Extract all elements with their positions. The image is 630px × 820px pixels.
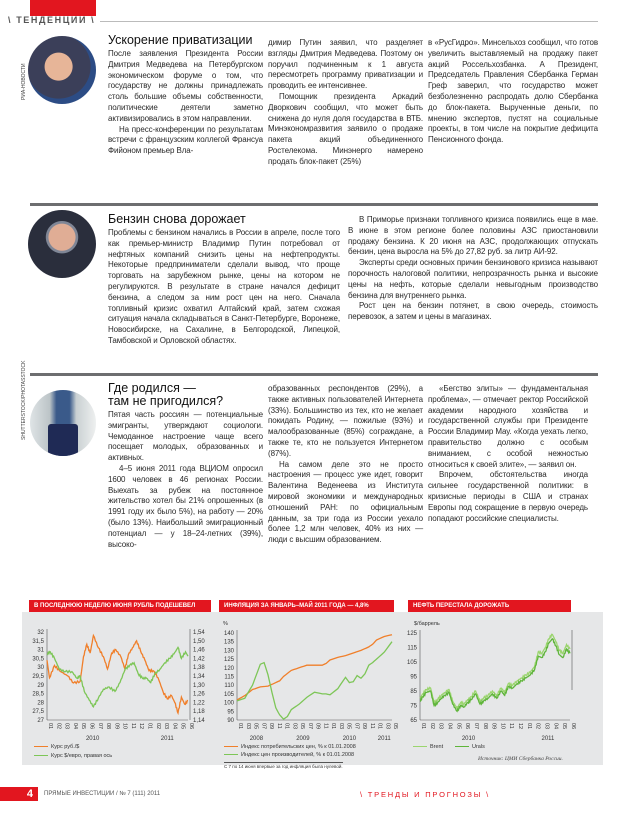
y-tick-label: 135	[223, 639, 234, 646]
year-label: 2010	[85, 736, 100, 742]
paragraph: В Приморье признаки топливного кризиса появились еще в мае. В июне в этом регионе более половины АЗС приостановили продажу бензина. К 20 июня на АЗС, продолжающих отпускать бензин, цена выросла на 5% до 27,82 руб. за литр АИ-92.	[348, 215, 598, 257]
y-tick-label: 130	[223, 648, 234, 655]
year-label: 2010	[342, 736, 357, 742]
y-tick-label: 105	[223, 691, 234, 698]
year-label: 2010	[461, 736, 476, 742]
x-tick-label: 08	[105, 723, 112, 730]
x-tick-label: 11	[275, 723, 282, 729]
article-title: Бензин снова дорожает	[108, 212, 246, 226]
x-tick-label: 03	[291, 723, 298, 730]
x-tick-label: 01	[376, 723, 383, 730]
x-tick-label: 08	[481, 723, 488, 730]
legend-item	[224, 744, 356, 751]
x-tick-label: 06	[88, 723, 95, 730]
legend-label: Курс руб./$	[51, 744, 80, 750]
chart-note: С 7 по 14 июня впервые за год инфляция была нулевой.	[224, 764, 343, 769]
paragraph: Помощник президента Аркадий Дворкович сообщил, что может быть снижена до нуля доля государства в ВТБ. Минэкономразвития заявило о продаже пакета акций объединенного Ростелекома. Минэнерго намерено продать блок-пакет (25%)	[268, 91, 423, 166]
x-tick-label: 01	[525, 723, 532, 730]
series-line-индекс-цен-производителей-к-01-01-2008	[237, 642, 392, 719]
y-tick-label: 30,5	[32, 656, 44, 663]
legend-swatch	[34, 746, 48, 748]
x-tick-label: 07	[306, 723, 313, 730]
paragraph: в «РусГидро». Минсельхоз сообщил, что готов увеличить выставляемый на продажу пакет акций Россельхозбанка. А Президент, Председатель Правления Сбербанка Герман Греф заверил, что государство может безболезненно распродать долю Сбербанка до блок-пакета. Вырученные деньги, по мнению экспертов, пустят на социальные проекты, в том числе на покрытие дефицита Пенсионного фонда.	[428, 38, 598, 145]
x-tick-label: 07	[353, 723, 360, 730]
x-tick-label: 04	[552, 723, 559, 730]
x-tick-label: 05	[345, 723, 352, 730]
chart-title: НЕФТЬ ПЕРЕСТАЛА ДОРОЖАТЬ	[408, 600, 571, 613]
x-tick-label: 10	[499, 723, 506, 730]
x-tick-label: 01	[237, 723, 243, 730]
x-tick-label: 05	[252, 723, 259, 730]
x-tick-label: 02	[154, 723, 161, 730]
x-tick-label: 05	[455, 723, 462, 730]
x-tick-label: 02	[428, 723, 435, 730]
legend-item	[34, 744, 79, 751]
x-tick-label: 03	[63, 723, 70, 730]
x-tick-label: 07	[96, 723, 103, 730]
x-tick-label: 01	[146, 723, 153, 730]
legend-label: Курс $/евро, правая ось	[51, 753, 113, 759]
legend-item	[34, 753, 112, 760]
x-tick-label: 04	[171, 723, 178, 730]
x-tick-label: 06	[464, 723, 471, 730]
x-tick-label: 05	[179, 723, 186, 730]
chart-title: В ПОСЛЕДНЮЮ НЕДЕЛЮ ИЮНЯ РУБЛЬ ПОДЕШЕВЕЛ	[29, 600, 211, 613]
y-tick-label: 120	[223, 665, 234, 672]
chart-source: Источник: ЦМИ Сбербанка России.	[478, 756, 563, 762]
y-tick-label: 28,5	[32, 691, 44, 698]
y2-tick-label: 1,14	[193, 718, 205, 724]
page-number: 4	[0, 787, 38, 801]
y2-tick-label: 1,50	[193, 638, 205, 645]
y2-tick-label: 1,54	[193, 630, 205, 636]
x-tick-label: 06	[570, 723, 576, 730]
footer-section: \ ТРЕНДЫ И ПРОГНОЗЫ \	[360, 790, 490, 799]
year-label: 2011	[160, 736, 174, 742]
y-axis-label: $/баррель	[414, 621, 440, 627]
y-tick-label: 90	[227, 718, 234, 724]
x-tick-label: 11	[129, 723, 136, 729]
paragraph: «Бегство элиты» — фундаментальная проблема», — отмечает ректор Российской академии народного хозяйства и государственной службы при Президенте России Владимир Мау. «Когда уехать легко, правительство должно с особым вниманием, с особой нежностью относиться к своей элите», — заявил он.	[428, 384, 588, 469]
y2-tick-label: 1,46	[193, 647, 205, 654]
x-tick-label: 09	[361, 723, 367, 730]
legend-label: Индекс потребительских цен, % к 01.01.2008	[241, 744, 356, 750]
y-tick-label: 28	[37, 700, 44, 707]
y-tick-label: 95	[227, 709, 234, 716]
y-tick-label: 27,5	[32, 709, 44, 716]
x-tick-label: 03	[244, 723, 251, 730]
x-tick-label: 07	[472, 723, 479, 730]
legend-swatch	[455, 746, 469, 748]
x-tick-label: 03	[437, 723, 444, 730]
y2-tick-label: 1,42	[193, 656, 205, 663]
legend-label: Индекс цен производителей, % к 01.01.2008	[241, 752, 355, 758]
x-tick-label: 11	[508, 723, 515, 729]
legend-swatch	[224, 746, 238, 748]
y-tick-label: 95	[410, 674, 417, 681]
chart-title: ИНФЛЯЦИЯ ЗА ЯНВАРЬ–МАЙ 2011 ГОДА — 4,8%	[219, 600, 394, 613]
legend-swatch	[224, 754, 238, 756]
y-tick-label: 125	[406, 631, 417, 637]
x-tick-label: 01	[47, 723, 53, 730]
x-tick-label: 12	[138, 723, 145, 730]
x-tick-label: 09	[490, 723, 497, 730]
x-tick-label: 09	[268, 723, 274, 730]
paragraph: На самом деле это не просто настроения — процесс уже идет, говорит Валентина Веденеева из Института мировой экономики и международных отношений РАН: по официальным данным, за три года из России уехало более 1,2 млн человек, 40% из них — люди с высшим образованием.	[268, 459, 423, 545]
y2-tick-label: 1,34	[193, 674, 205, 680]
x-tick-label: 05	[299, 723, 305, 730]
legend-label: Urals	[472, 744, 485, 750]
article-title: Где родился — там не пригодился?	[108, 381, 224, 408]
x-tick-label: 05	[561, 723, 568, 730]
y-tick-label: 115	[224, 674, 234, 681]
year-label: 2011	[377, 736, 391, 742]
series-line-курс-руб-	[47, 636, 188, 714]
x-tick-label: 11	[368, 723, 375, 729]
x-tick-label: 03	[384, 723, 391, 730]
y2-tick-label: 1,38	[193, 665, 205, 672]
series-line-индекс-потребительских-цен-к-01-01-2008	[237, 635, 392, 700]
legend-item	[224, 752, 354, 759]
legend-item	[413, 744, 443, 751]
paragraph: димир Путин заявил, что разделяет взгляды Дмитрия Медведева. Поэтому он поручил подчиненным к 1 августа пересмотреть программу приватизации и проводить ее интенсивнее.	[268, 38, 423, 91]
magazine-issue: ПРЯМЫЕ ИНВЕСТИЦИИ / № 7 (111) 2011	[44, 791, 161, 797]
legend-swatch	[34, 755, 48, 757]
paragraph: Пятая часть россиян — потенциальные эмигранты, утверждают социологи. Чемоданное настроение чаще всего посещает молодых, образованных и активных.	[108, 410, 263, 463]
y-tick-label: 75	[410, 703, 417, 710]
paragraph: Рост цен на бензин потянет, в свою очередь, стоимость перевозок, а затем и цены в магазинах.	[348, 301, 598, 322]
paragraph: На пресс-конференции по результатам встречи с французским коллегой Франсуа Фийоном премьер Вла-	[108, 124, 263, 156]
paragraph: образованных респондентов (29%), а также активных пользователей Интернета (33%). Большинство из тех, кто не желает покидать Родину, — пожилые (93%) и малообразованные (85%) сограждане, а также те, кто не пользуется Интернетом (87%).	[268, 384, 423, 458]
y-tick-label: 31	[37, 647, 44, 654]
y-tick-label: 85	[410, 689, 417, 695]
paragraph: Эксперты среди основных причин бензинового кризиса называют порочность налоговой политики, непрозрачность рынка и высокие цены на нефть, которые сделали невыгодным производство бензина для внутреннего рынка.	[348, 258, 598, 300]
y-tick-label: 29	[37, 682, 44, 689]
y-tick-label: 105	[406, 660, 417, 666]
y-tick-label: 27	[37, 718, 44, 724]
year-label: 2009	[296, 736, 310, 742]
paragraph: 4–5 июня 2011 года ВЦИОМ опросил 1600 человек в 46 регионах России. Выехать за рубеж на постоянное жительство хотел бы 21% опрошенных (в 1991 году их было 5%), на работу — 20% (было 13%). Наибольший эмиграционный потенциал — у 18–24-летних (39%), высоко-	[108, 463, 263, 549]
y2-tick-label: 1,22	[193, 700, 205, 707]
y-tick-label: 115	[407, 645, 417, 652]
legend-item	[455, 744, 485, 751]
x-tick-label: 02	[534, 723, 541, 730]
y-tick-label: 31,5	[32, 638, 44, 645]
paragraph: После заявления Президента России Дмитрия Медведева на Петербургском экономическом форуме о том, что государству не должны принадлежать столь большие объемы собственности, политические деятели заметно активизировались в этом направлении.	[108, 49, 263, 123]
photo-credit: РИА-НОВОСТИ	[21, 63, 27, 100]
photo-credit: SHUTTERSTOCK/PHOTASSTOCK	[21, 360, 27, 440]
y2-tick-label: 1,30	[193, 682, 205, 689]
y2-tick-label: 1,18	[193, 709, 205, 716]
x-tick-label: 04	[446, 723, 453, 730]
x-tick-label: 02	[55, 723, 62, 730]
x-tick-label: 07	[260, 723, 267, 730]
x-tick-label: 05	[392, 723, 398, 730]
x-tick-label: 01	[283, 723, 290, 730]
x-tick-label: 09	[113, 723, 120, 730]
paragraph: Впрочем, обстоятельства иногда сильнее государственной политики: в кризисные периоды в США и странах Европы под сокращение в первую очередь попадают российские специалисты.	[428, 470, 588, 523]
x-tick-label: 03	[163, 723, 170, 730]
x-tick-label: 01	[420, 723, 426, 730]
x-tick-label: 04	[71, 723, 78, 730]
y-tick-label: 100	[223, 700, 234, 707]
x-tick-label: 01	[330, 723, 336, 730]
x-tick-label: 12	[517, 723, 524, 730]
x-tick-label: 06	[188, 723, 194, 730]
year-label: 2011	[541, 736, 555, 742]
x-tick-label: 03	[337, 723, 344, 730]
article-title: Ускорение приватизации	[108, 33, 253, 47]
legend-swatch	[413, 746, 427, 748]
x-tick-label: 03	[543, 723, 550, 730]
y-tick-label: 140	[223, 631, 234, 637]
x-tick-label: 09	[314, 723, 321, 730]
legend-label: Brent	[430, 744, 444, 750]
x-tick-label: 10	[121, 723, 128, 730]
x-tick-label: 05	[80, 723, 87, 730]
series-line-urals	[420, 639, 570, 712]
y-tick-label: 32	[37, 630, 44, 636]
year-label: 2008	[249, 736, 264, 742]
y-tick-label: 110	[224, 683, 234, 690]
y-axis-label: %	[223, 621, 228, 627]
x-tick-label: 11	[322, 723, 329, 729]
y-tick-label: 65	[410, 718, 417, 724]
section-label: \ ТЕНДЕНЦИИ \	[8, 15, 96, 25]
y-tick-label: 30	[37, 665, 44, 672]
y-tick-label: 125	[223, 657, 234, 664]
y2-tick-label: 1,26	[193, 691, 205, 698]
paragraph: Проблемы с бензином начались в России в апреле, после того как премьер-министр Владимир Путин потребовал от нефтяных компаний снизить цены на нефтепродукты. Некоторые предприниматели сделали вывод, что проще торговать на зарубежном рынке, цены на котором не регулируются. В результате в стране начался дефицит бензина, а следом за ним рост цен на него. Сначала топливный кризис охватил Алтайский край, затем схожая ситуация начала складываться в Санкт-Петербурге, Воронеже, Новосибирске, на Сахалине, в Белгородской, Липецкой, Тамбовской и Орловской областях.	[108, 228, 340, 345]
y-tick-label: 29,5	[32, 674, 44, 680]
